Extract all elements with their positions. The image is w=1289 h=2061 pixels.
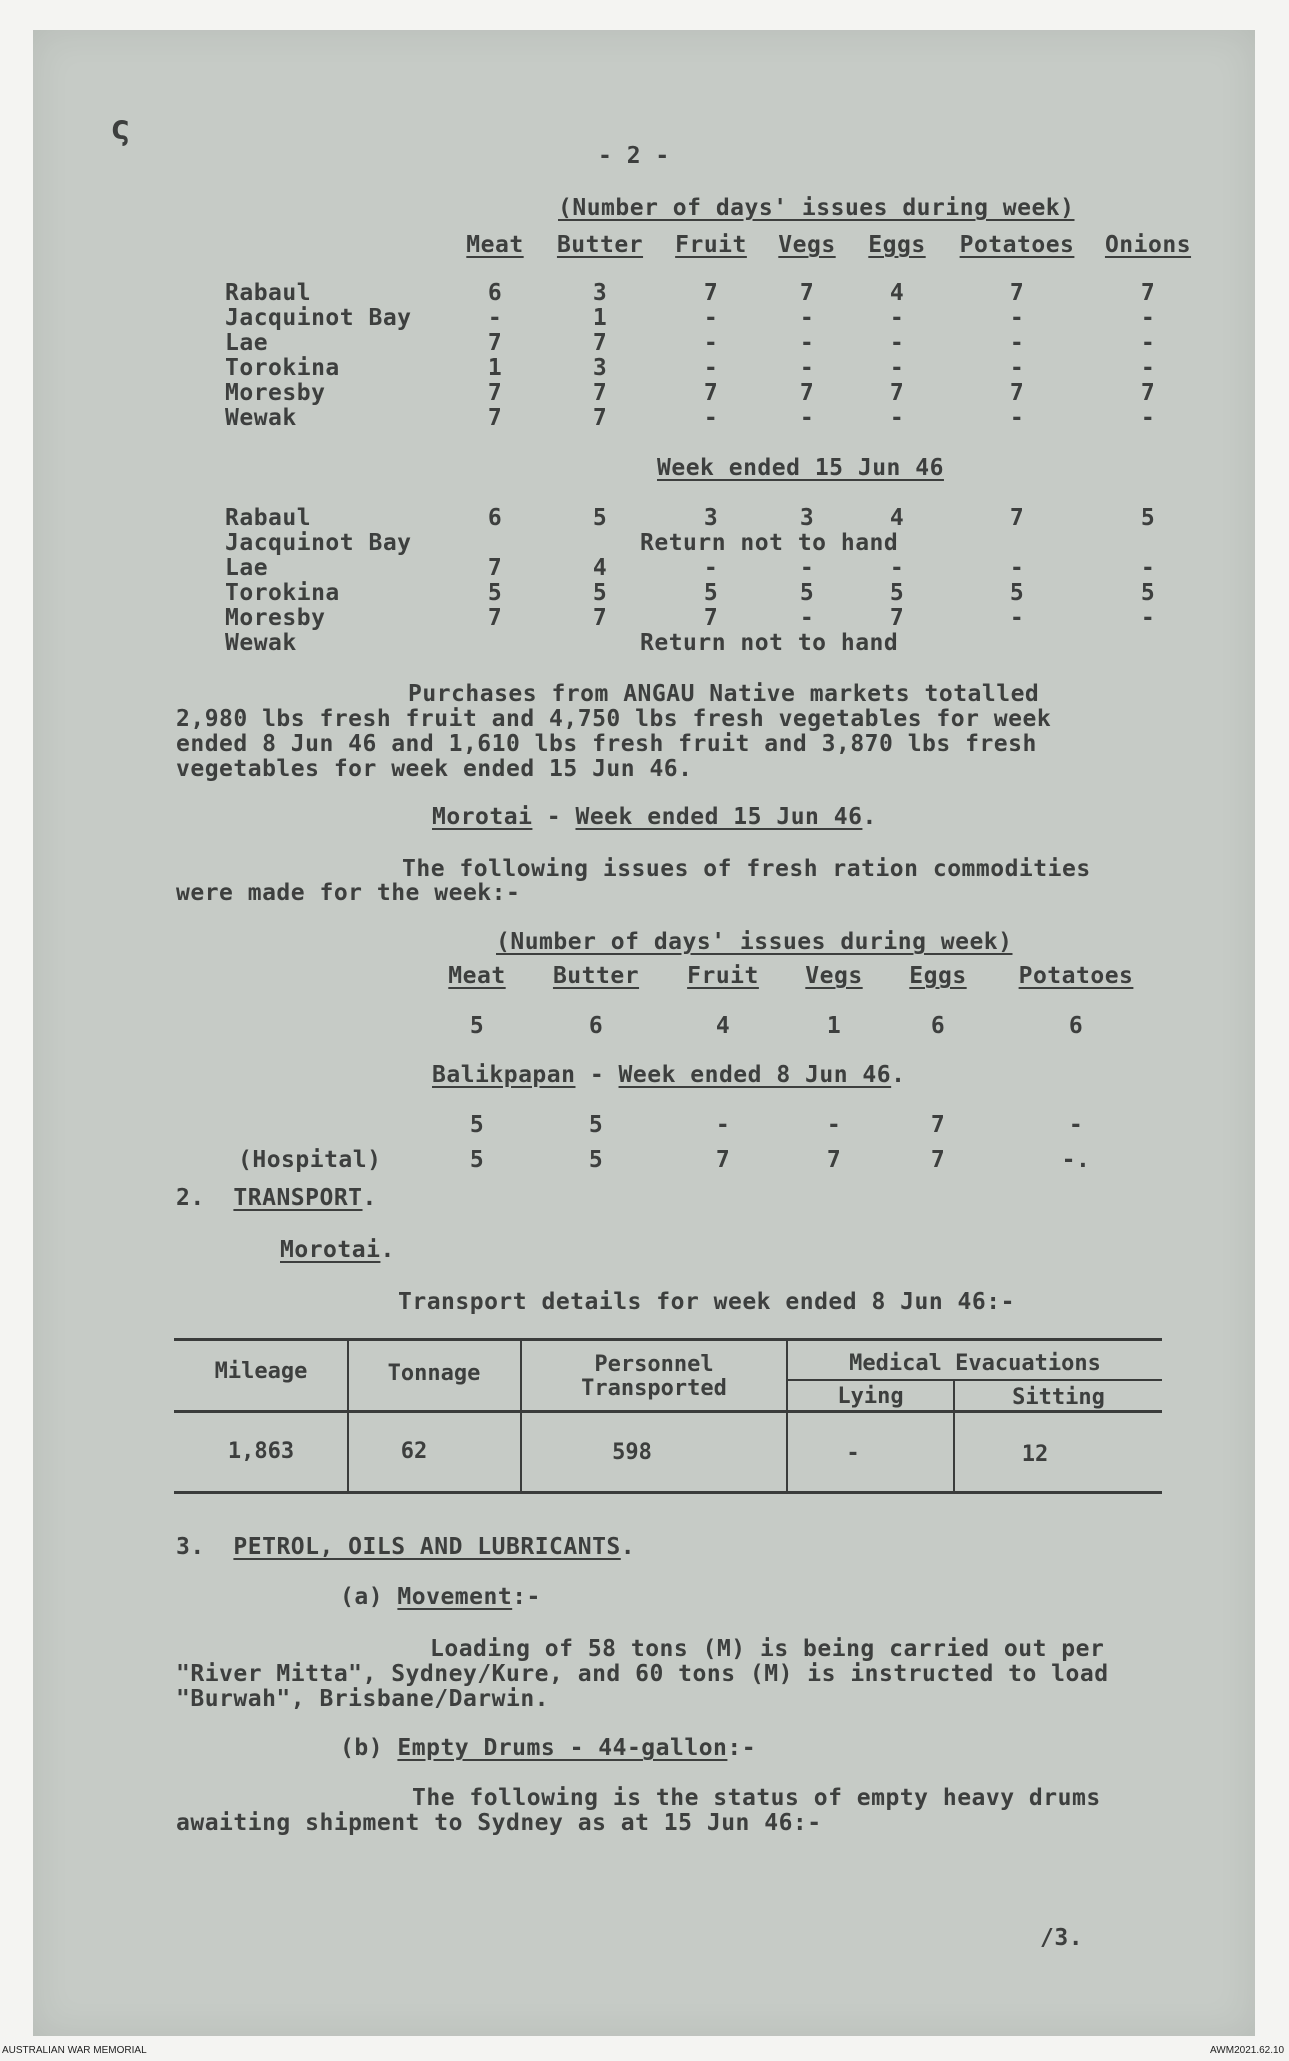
col-butter: Butter [556,232,644,258]
row-value: - [799,330,815,356]
heading-place: Morotai [432,804,533,830]
row-value: - [889,330,905,356]
header-mileage: Mileage [214,1359,308,1384]
row-value: 5 [592,505,608,531]
row-value: 5 [1140,505,1156,531]
section-title: PETROL, OILS AND LUBRICANTS [233,1534,621,1560]
row-value: 7 [1009,280,1025,306]
subsection-a-heading [340,1584,541,1610]
subsection-title: Empty Drums - 44-gallon [397,1735,728,1761]
row-value: - [1140,305,1156,331]
col-eggs: Eggs [909,963,967,989]
row-value: 5 [469,1112,485,1138]
row-value: 7 [930,1112,946,1138]
row-value: 7 [799,280,815,306]
text-line: 2,980 lbs fresh fruit and 4,750 lbs fresh vegetables for week [176,706,1052,732]
col-meat: Meat [448,963,506,989]
row-value: 7 [592,330,608,356]
row-place: Rabaul [225,505,312,531]
row-value: 7 [930,1147,946,1173]
row-value: 4 [592,555,608,581]
row-value: 4 [889,505,905,531]
margin-mark: ς [110,108,131,148]
row-value: - [1009,305,1025,331]
row-place: Wewak [225,630,297,656]
table-rule-bottom [174,1491,1162,1494]
row-value: - [1140,355,1156,381]
row-value: 7 [1009,505,1025,531]
cell-personnel: 598 [612,1440,652,1465]
heading-week: Week ended 15 Jun 46 [575,804,863,830]
row-value: - [799,405,815,431]
row-value: 7 [487,330,503,356]
row-value: - [487,305,503,331]
row-value: 6 [930,1013,946,1039]
row-value: 3 [799,505,815,531]
header-personnel-2: Transported [581,1376,727,1401]
footer-source: AUSTRALIAN WAR MEMORIAL [2,2045,147,2056]
col-fruit: Fruit [675,232,747,258]
row-value: 5 [1009,580,1025,606]
col-vegs: Vegs [778,232,836,258]
row-value: - [1140,405,1156,431]
row-value: 7 [1009,380,1025,406]
row-value: 4 [889,280,905,306]
subsection-title: Movement [397,1584,513,1610]
row-value: 6 [1068,1013,1084,1039]
row-note: Return not to hand [640,630,899,656]
row-value: - [1009,555,1025,581]
subsection-end: :- [512,1584,541,1610]
section-title: TRANSPORT [233,1185,363,1211]
row-value: 1 [487,355,503,381]
text-line: "River Mitta", Sydney/Kure, and 60 tons (M) is instructed to load [176,1661,1109,1687]
row-value: 5 [588,1147,604,1173]
row-value: 1 [592,305,608,331]
row-value: - [1009,605,1025,631]
table2-caption: Week ended 15 Jun 46 [657,455,944,481]
row-value: 1 [826,1013,842,1039]
row-value: 7 [889,380,905,406]
text-line: awaiting shipment to Sydney as at 15 Jun 46:- [176,1810,822,1836]
row-value: 7 [799,380,815,406]
row-place: Jacquinot Bay [225,305,412,331]
row-value: - [703,355,719,381]
balikpapan-heading [432,1062,906,1088]
row-label: (Hospital) [238,1147,382,1173]
row-value: 7 [1140,380,1156,406]
row-value: 7 [487,605,503,631]
row-value: - [799,555,815,581]
row-value: 6 [588,1013,604,1039]
col-onions: Onions [1104,232,1192,258]
row-value: 7 [703,380,719,406]
row-value: - [1068,1112,1084,1138]
row-value: - [799,355,815,381]
row-value: - [1009,355,1025,381]
row-value: - [889,555,905,581]
table3-caption: (Number of days' issues during week) [496,929,1013,955]
col-fruit: Fruit [687,963,759,989]
section2-heading [176,1185,377,1211]
transport-place: Morotai [280,1237,381,1263]
header-sitting: Sitting [1012,1385,1105,1410]
row-value: - [703,330,719,356]
row-value: 7 [826,1147,842,1173]
morotai-heading [432,804,877,830]
row-value: 7 [592,405,608,431]
row-value: 7 [703,605,719,631]
row-value: 7 [592,380,608,406]
header-tonnage: Tonnage [387,1361,481,1386]
heading-dash: - [532,804,576,830]
row-value: - [1009,405,1025,431]
row-value: - [1009,330,1025,356]
col-potatoes: Potatoes [1018,963,1134,989]
heading-end: . [862,804,877,830]
row-value: 7 [487,380,503,406]
row-place: Torokina [225,355,340,381]
heading-end: . [891,1062,906,1088]
text-line: were made for the week:- [176,880,521,906]
page-continuation: /3. [1040,1925,1084,1951]
row-value: 5 [592,580,608,606]
subsection-end: :- [727,1735,757,1761]
col-vegs: Vegs [805,963,863,989]
text-line: The following issues of fresh ration commodities [402,856,1091,882]
row-value: 7 [487,405,503,431]
row-value: 7 [592,605,608,631]
row-value: 3 [592,355,608,381]
section3-heading [176,1534,635,1560]
header-lying: Lying [837,1384,904,1409]
header-personnel-1: Personnel [594,1352,714,1377]
row-place: Rabaul [225,280,312,306]
row-value: - [889,405,905,431]
row-value: - [715,1112,731,1138]
row-value: - [799,305,815,331]
cell-tonnage: 62 [400,1439,428,1464]
col-potatoes: Potatoes [959,232,1075,258]
table-rule-top [174,1338,1162,1341]
row-place: Lae [225,555,269,581]
section-number: 3. [176,1534,205,1560]
table1-caption: (Number of days' issues during week) [558,195,1075,221]
text-line: The following is the status of empty heavy drums [412,1785,1101,1811]
transport-place-heading [280,1237,395,1263]
heading-week: Week ended 8 Jun 46 [618,1062,892,1088]
text-line: "Burwah", Brisbane/Darwin. [176,1686,550,1712]
row-value: 6 [487,505,503,531]
row-value: - [889,305,905,331]
text-line: vegetables for week ended 15 Jun 46. [176,756,693,782]
subsection-label: (a) [340,1584,384,1610]
col-meat: Meat [466,232,524,258]
text-line: Loading of 58 tons (M) is being carried out per [430,1636,1105,1662]
row-value: - [1140,330,1156,356]
row-value: 4 [715,1013,731,1039]
col-eggs: Eggs [868,232,926,258]
heading-place: Balikpapan [432,1062,576,1088]
row-value: 5 [889,580,905,606]
row-value: - [799,605,815,631]
row-place: Moresby [225,605,326,631]
row-place: Jacquinot Bay [225,530,412,556]
row-value: 7 [889,605,905,631]
transport-intro: Transport details for week ended 8 Jun 46:- [398,1289,1015,1315]
row-value: 5 [703,580,719,606]
row-value: 5 [469,1013,485,1039]
section-end: . [620,1534,636,1560]
table-rule-medical [787,1379,1162,1381]
transport-place-end: . [380,1237,395,1263]
row-place: Moresby [225,380,326,406]
footer-reference: AWM2021.62.10 [1210,2045,1285,2056]
row-value: 7 [487,555,503,581]
row-value: - [703,405,719,431]
col-butter: Butter [552,963,640,989]
header-medical-evacuations: Medical Evacuations [849,1351,1101,1376]
row-value: 5 [469,1147,485,1173]
row-value: - [1140,555,1156,581]
text-line: Purchases from ANGAU Native markets totalled [408,681,1040,707]
page-number: - 2 - [598,143,670,169]
table-rule-header [174,1410,1162,1413]
cell-lying: - [846,1441,860,1466]
row-value: 6 [487,280,503,306]
row-place: Lae [225,330,269,356]
section-end: . [362,1185,377,1211]
row-value: - [703,555,719,581]
row-value: 5 [1140,580,1156,606]
row-value: 3 [592,280,608,306]
cell-sitting: 12 [1021,1442,1049,1467]
row-value: - [889,355,905,381]
row-value: 7 [703,280,719,306]
row-value: 5 [588,1112,604,1138]
row-value: 7 [1140,280,1156,306]
text-line: ended 8 Jun 46 and 1,610 lbs fresh fruit and 3,870 lbs fresh [176,731,1037,757]
row-value: -. [1061,1147,1091,1173]
row-value: 3 [703,505,719,531]
row-place: Torokina [225,580,340,606]
subsection-b-heading [340,1735,756,1761]
row-value: 7 [715,1147,731,1173]
heading-dash: - [575,1062,619,1088]
section-number: 2. [176,1185,205,1211]
row-value: - [703,305,719,331]
row-place: Wewak [225,405,297,431]
row-value: 5 [487,580,503,606]
row-value: 5 [799,580,815,606]
cell-mileage: 1,863 [227,1439,295,1464]
row-note: Return not to hand [640,530,899,556]
subsection-label: (b) [340,1735,384,1761]
row-value: - [826,1112,842,1138]
row-value: - [1140,605,1156,631]
